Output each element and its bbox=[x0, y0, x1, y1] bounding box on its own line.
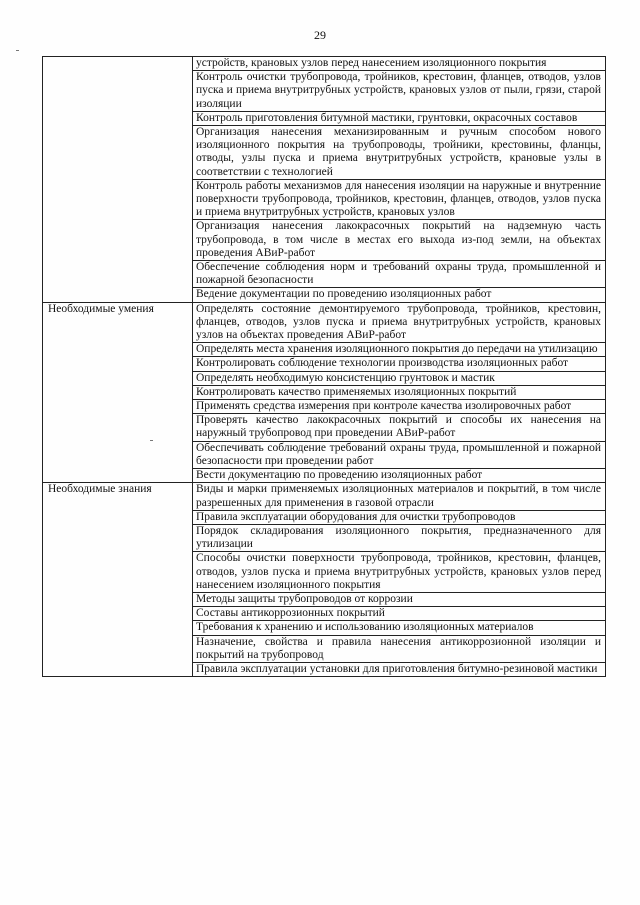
requirement-item: Обеспечивать соблюдение требований охраны труда, промышленной и пожарной безопасности при проведении работ bbox=[193, 441, 606, 468]
requirement-item: Контроль очистки трубопровода, тройников, крестовин, фланцев, отводов, узлов пуска и приема внутритрубных устройств, крановых узлов от пыли, грязи, старой изоляции bbox=[193, 71, 606, 112]
page-number: 29 bbox=[314, 28, 326, 42]
section-label: Необходимые знания bbox=[43, 483, 193, 677]
requirement-item: Применять средства измерения при контроле качества изолировочных работ bbox=[193, 400, 606, 414]
requirement-item: Методы защиты трубопроводов от коррозии bbox=[193, 592, 606, 606]
requirement-item: Определять состояние демонтируемого трубопровода, тройников, крестовин, фланцев, отводов, узлов пуска и приема внутритрубных устройств, крановых узлов на объектах проведения АВиР-работ bbox=[193, 302, 606, 343]
requirement-item: Проверять качество лакокрасочных покрытий и способы их нанесения на наружный трубопровод при проведении АВиР-работ bbox=[193, 414, 606, 441]
requirements-table bbox=[42, 56, 606, 677]
requirement-item: Способы очистки поверхности трубопровода, тройников, крестовин, фланцев, отводов, узлов пуска и приема внутритрубных устройств, крановых узлов перед нанесением изоляционного покрытия bbox=[193, 552, 606, 593]
scan-mark bbox=[16, 50, 19, 51]
requirement-item: Определять места хранения изоляционного покрытия до передачи на утилизацию bbox=[193, 343, 606, 357]
section-label bbox=[43, 57, 193, 303]
requirement-item: Обеспечение соблюдения норм и требований охраны труда, промышленной и пожарной безопасности bbox=[193, 261, 606, 288]
table-row bbox=[43, 57, 606, 71]
requirement-item: Ведение документации по проведению изоляционных работ bbox=[193, 288, 606, 302]
requirement-item: устройств, крановых узлов перед нанесением изоляционного покрытия bbox=[193, 57, 606, 71]
requirement-item: Организация нанесения лакокрасочных покрытий на надземную часть трубопровода, в том числе в местах его выхода из-под земли, на объектах проведения АВиР-работ bbox=[193, 220, 606, 261]
requirement-item: Организация нанесения механизированным и ручным способом нового изоляционного покрытия на трубопроводы, тройники, крестовины, фланцы, отводы, узлы пуска и приема внутритрубных устройств, крановые узлы в соответствии с технологией bbox=[193, 126, 606, 180]
scan-mark bbox=[150, 440, 153, 441]
requirement-item: Назначение, свойства и правила нанесения антикоррозионной изоляции и покрытий на трубопровод bbox=[193, 635, 606, 662]
table-row bbox=[43, 302, 606, 343]
requirement-item: Требования к хранению и использованию изоляционных материалов bbox=[193, 621, 606, 635]
section-label: Необходимые умения bbox=[43, 302, 193, 483]
requirement-item: Определять необходимую консистенцию грунтовок и мастик bbox=[193, 371, 606, 385]
requirement-item: Правила эксплуатации установки для приготовления битумно-резиновой мастики bbox=[193, 662, 606, 676]
requirement-item: Правила эксплуатации оборудования для очистки трубопроводов bbox=[193, 510, 606, 524]
requirement-item: Контроль работы механизмов для нанесения изоляции на наружные и внутренние поверхности трубопровода, тройников, крестовин, фланцев, отводов, узлов пуска и приема внутритрубных устройств, крановых узлов bbox=[193, 179, 606, 220]
requirement-item: Вести документацию по проведению изоляционных работ bbox=[193, 469, 606, 483]
table-row bbox=[43, 483, 606, 510]
requirement-item: Составы антикоррозионных покрытий bbox=[193, 607, 606, 621]
requirement-item: Виды и марки применяемых изоляционных материалов и покрытий, в том числе разрешенных для применения в газовой отрасли bbox=[193, 483, 606, 510]
requirement-item: Контролировать качество применяемых изоляционных покрытий bbox=[193, 385, 606, 399]
requirement-item: Контроль приготовления битумной мастики, грунтовки, окрасочных составов bbox=[193, 111, 606, 125]
requirement-item: Порядок складирования изоляционного покрытия, предназначенного для утилизации bbox=[193, 524, 606, 551]
requirement-item: Контролировать соблюдение технологии производства изоляционных работ bbox=[193, 357, 606, 371]
